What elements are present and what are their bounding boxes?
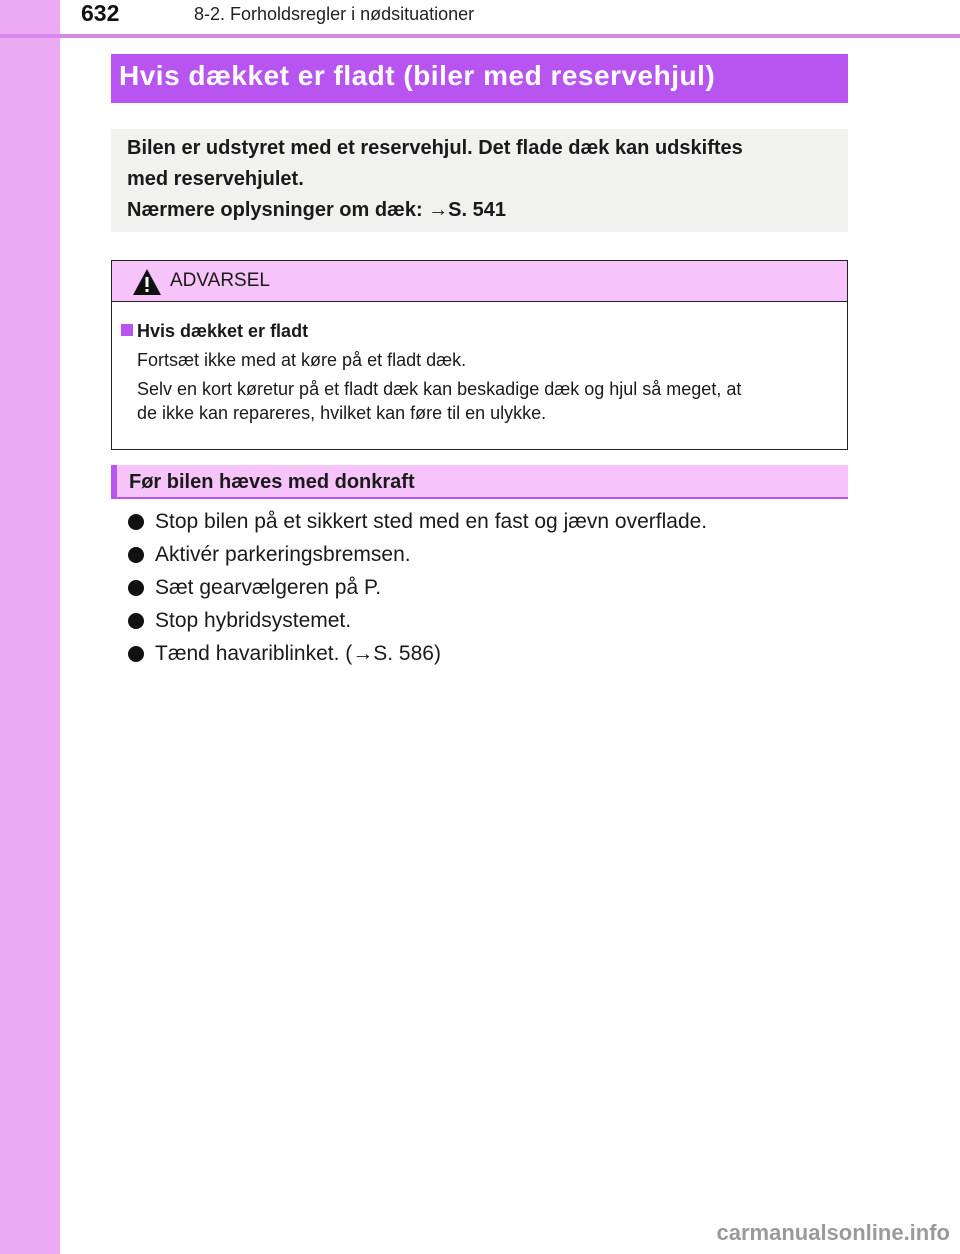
intro-line: Bilen er udstyret med et reservehjul. Det flade dæk kan udskiftes	[127, 137, 743, 159]
subheading-bar	[111, 465, 848, 499]
warning-title: ADVARSEL	[170, 270, 270, 291]
step-text: Stop bilen på et sikkert sted med en fast og jævn overflade.	[155, 510, 708, 533]
list-item	[128, 604, 848, 637]
warning-box	[111, 260, 848, 450]
warning-paragraph: Fortsæt ikke med at køre på et fladt dæk.	[137, 350, 467, 370]
watermark: carmanualsonline.info	[716, 1220, 950, 1245]
warning-paragraph-line: de ikke kan repareres, hvilket kan føre til en ulykke.	[137, 403, 547, 423]
bullet-dot-icon	[128, 580, 144, 596]
bullet-dot-icon	[128, 547, 144, 563]
warning-header	[112, 261, 847, 302]
page-title: Hvis dækket er fladt (biler med reservehjul)	[119, 60, 716, 91]
bullet-dot-icon	[128, 514, 144, 530]
square-bullet-icon	[121, 324, 133, 336]
list-item	[128, 637, 848, 670]
header-rule	[0, 34, 960, 38]
section-subheading: Før bilen hæves med donkraft	[129, 471, 415, 493]
title-banner	[111, 54, 848, 103]
step-text: Aktivér parkeringsbremsen.	[155, 543, 411, 566]
step-text: Stop hybridsystemet.	[155, 609, 352, 632]
warning-triangle-icon	[132, 268, 162, 296]
warning-paragraph-line: Selv en kort køretur på et fladt dæk kan beskadige dæk og hjul så meget, at	[137, 379, 742, 399]
warning-subheading: Hvis dækket er fladt	[137, 321, 309, 341]
intro-line: med reservehjulet.	[127, 168, 304, 190]
list-item	[128, 505, 848, 538]
list-item	[128, 538, 848, 571]
step-list	[128, 505, 848, 670]
side-margin-strip	[0, 0, 60, 1254]
intro-box	[111, 129, 848, 232]
section-label: 8-2. Forholdsregler i nødsituationer	[194, 4, 475, 24]
step-text: Tænd havariblinket. (→S. 586)	[155, 642, 441, 665]
bullet-dot-icon	[128, 613, 144, 629]
warning-body	[112, 302, 847, 425]
page-number: 632	[81, 0, 120, 26]
step-text: Sæt gearvælgeren på P.	[155, 576, 382, 599]
intro-reference-line: Nærmere oplysninger om dæk: →S. 541	[127, 199, 507, 221]
list-item	[128, 571, 848, 604]
bullet-dot-icon	[128, 646, 144, 662]
warning-paragraph	[137, 377, 833, 425]
